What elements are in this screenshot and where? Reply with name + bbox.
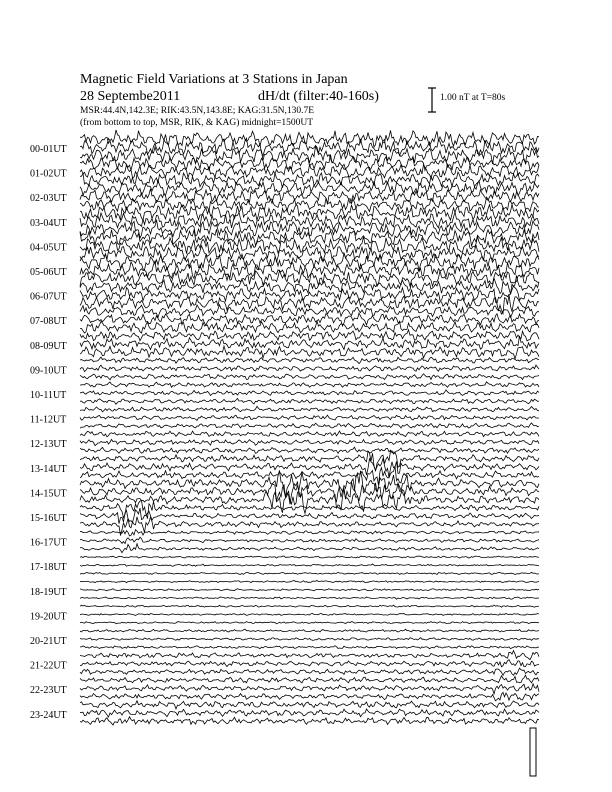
hour-label: 03-04UT (30, 217, 67, 229)
trace-msr (80, 668, 539, 675)
hour-label: 18-19UT (30, 586, 67, 598)
trace-kag (80, 500, 539, 518)
trace-kag (80, 229, 539, 246)
trace-msr (80, 597, 539, 599)
trace-rik (80, 313, 539, 326)
trace-msr (80, 374, 539, 380)
trace-kag (80, 605, 539, 607)
trace-rik (80, 589, 539, 591)
hour-label: 20-21UT (30, 636, 67, 647)
hour-label: 14-15UT (30, 488, 67, 500)
trace-rik (80, 415, 539, 420)
trace-rik (80, 212, 539, 229)
hour-label: 07-08UT (30, 316, 67, 328)
trace-rik (80, 439, 539, 445)
trace-rik (80, 638, 539, 641)
trace-msr (80, 447, 539, 453)
trace-msr (80, 517, 539, 536)
hour-label: 21-22UT (30, 660, 67, 672)
trace-msr (80, 692, 539, 700)
trace-msr (80, 717, 539, 725)
trace-rik (80, 564, 539, 566)
trace-rik (80, 660, 539, 667)
hour-label: 17-18UT (30, 562, 67, 574)
trace-rik (80, 709, 539, 717)
trace-msr (80, 398, 539, 404)
hour-label: 00-01UT (30, 144, 67, 155)
hour-label: 23-24UT (30, 709, 67, 721)
hour-label: 06-07UT (30, 291, 67, 303)
hour-label: 08-09UT (30, 340, 67, 352)
off-scale-marker (530, 728, 536, 776)
trace-kag (80, 406, 539, 412)
trace-msr (80, 544, 539, 553)
scale-bar-label: 1.00 nT at T=80s (440, 93, 506, 103)
hour-label: 16-17UT (30, 537, 67, 549)
hour-label: 12-13UT (30, 439, 67, 451)
trace-kag (80, 701, 539, 709)
trace-kag (80, 556, 539, 558)
trace-kag (80, 130, 539, 147)
trace-msr (80, 622, 539, 624)
trace-msr (80, 294, 539, 313)
hour-label: 02-03UT (30, 193, 67, 205)
hour-label: 13-14UT (30, 463, 67, 475)
date-text: 28 Septembe2011 (80, 89, 181, 104)
hour-label: 15-16UT (30, 513, 67, 524)
trace-msr (80, 423, 539, 428)
stations-line: MSR:44.4N,142.3E; RIK:43.5N,143.8E; KAG:31.5N,130.7E (80, 106, 315, 116)
station-traces (80, 130, 539, 725)
hour-label: 19-20UT (30, 611, 67, 623)
trace-kag (80, 629, 539, 632)
chart-title: Magnetic Field Variations at 3 Stations in Japan (80, 72, 348, 87)
order-note: (from bottom to top, MSR, RIK, & KAG) midnight=1500UT (80, 118, 314, 128)
hour-label: 11-12UT (30, 414, 67, 426)
trace-rik (80, 138, 539, 156)
trace-kag (80, 330, 539, 341)
hour-label: 04-05UT (30, 242, 67, 254)
trace-kag (80, 675, 539, 683)
trace-kag (80, 382, 539, 388)
trace-rik (80, 613, 539, 615)
quantity-text: dH/dt (filter:40-160s) (258, 89, 379, 104)
scale-bar (428, 88, 436, 112)
trace-rik (80, 684, 539, 694)
trace-rik (80, 537, 539, 543)
off-scale-spike (530, 728, 536, 776)
hour-label: 05-06UT (30, 267, 67, 278)
trace-rik (80, 390, 539, 396)
hour-label: 10-11UT (30, 390, 67, 401)
trace-kag (80, 431, 539, 437)
trace-rik (80, 365, 539, 372)
trace-kag (80, 581, 539, 583)
trace-msr (80, 572, 539, 574)
trace-kag (80, 651, 539, 660)
hour-labels (30, 144, 67, 721)
trace-msr (80, 646, 539, 649)
trace-msr (80, 346, 539, 359)
trace-rik (80, 336, 539, 350)
trace-rik (80, 458, 539, 477)
hour-label: 09-10UT (30, 365, 67, 377)
trace-rik (80, 189, 539, 205)
trace-kag (80, 530, 539, 536)
hour-label: 22-23UT (30, 685, 67, 697)
trace-kag (80, 470, 539, 497)
trace-msr (80, 197, 539, 211)
trace-msr (80, 146, 539, 164)
hour-label: 01-02UT (30, 168, 67, 180)
